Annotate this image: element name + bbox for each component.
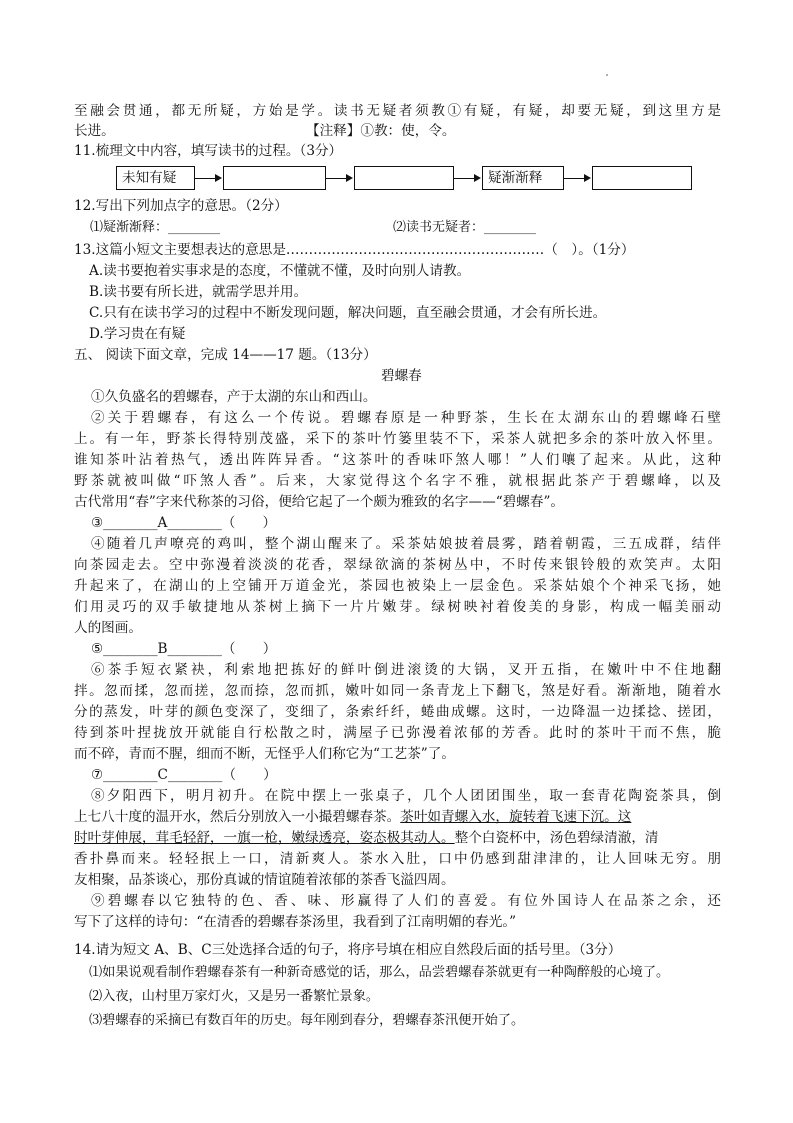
underlined-sentence: 茶叶如青螺入水，旋转着飞速下沉。这	[400, 809, 632, 825]
underlined-sentence: 时叶芽伸展，茸毛轻舒，一旗一枪，嫩绿透亮，姿态极其动人。	[74, 830, 455, 846]
paragraph-6-line: 拌。忽而揉，忽而搓，忽而捺，忽而抓，嫩叶如同一条青龙上下翻飞，煞是好看。渐渐地，随着水	[74, 683, 721, 699]
question-11: 11.梳理文中内容，填写读书的过程。（3分）	[74, 143, 343, 159]
paragraph-2-line: 古代常用“春”字来代称茶的习俗，便给它起了一个颇为雅致的名字——“碧螺春”。	[74, 494, 564, 510]
question-13: 13.这篇小短文主要想表达的意思是…………………………………………………（ ）。（1分）	[74, 242, 635, 258]
q12-item-2: ⑵读书无疑者：________	[393, 220, 537, 235]
flow-answer-box-3[interactable]	[592, 166, 692, 190]
q13-option-a: A.读书要抱着实事求是的态度，不懂就不懂，及时向别人请教。	[89, 263, 471, 279]
q12-item-1: ⑴疑渐渐释：________	[90, 220, 221, 235]
paragraph-8-line: 香扑鼻而来。轻轻抿上一口，清新爽人。茶水入肚，口中仍感到甜津津的，让人回味无穷。朋	[74, 851, 721, 867]
paragraph-8-line	[74, 828, 659, 848]
paragraph-6-line: 而不碎，青而不腥，细而不断，无怪乎人们称它为“工艺茶”了。	[74, 746, 455, 762]
flow-answer-box-2[interactable]	[354, 166, 454, 190]
flow-box-middle-label: 疑渐渐释	[488, 170, 543, 186]
q14-option-3: ⑶碧螺春的采摘已有数百年的历史。每年刚到春分，碧螺春茶汛便开始了。	[89, 1013, 525, 1028]
annotation-note: 【注释】①教：使，令。	[306, 123, 456, 139]
blank-c[interactable]: ⑦________C________（ ）	[91, 767, 277, 783]
q13-option-d: D.学习贵在有疑	[89, 326, 186, 342]
q13-option-c: C.只有在读书学习的过程中不断发现问题，解决问题，直至融会贯通，才会有所长进。	[89, 305, 607, 321]
paragraph-4-line: 向茶园走去。空中弥漫着淡淡的花香，翠绿欲滴的茶树丛中，不时传来银铃般的欢笑声。太阳	[74, 557, 721, 573]
blank-b[interactable]: ⑤________B________（ ）	[91, 641, 277, 657]
paragraph-6-line: 分的蒸发，叶芽的颜色变深了，变细了，条索纤纤，蜷曲成螺。这时，一边降温一边揉捻、搓团，	[74, 704, 721, 720]
paragraph-2-line: 野茶就被叫做“吓煞人香”。后来，大家觉得这个名字不雅，就根据此茶产于碧螺峰，以及	[74, 473, 721, 489]
question-12: 12.写出下列加点字的意思。（2分）	[74, 198, 288, 214]
scan-speck	[606, 74, 608, 76]
flow-arrow-icon	[454, 178, 479, 179]
paragraph-2-line: ②关于碧螺春，有这么一个传说。碧螺春原是一种野茶，生长在太湖东山的碧螺峰石壁	[91, 410, 721, 426]
flow-answer-box-1[interactable]	[223, 166, 326, 190]
flow-box-middle	[482, 166, 564, 190]
paragraph-6-line: ⑥茶手短衣紧袂，利索地把拣好的鲜叶倒进滚烫的大锅，叉开五指，在嫩叶中不住地翻	[91, 662, 721, 678]
paragraph-4-line: 升起来了，在湖山的上空铺开万道金光，茶园也被染上一层金色。采茶姑娘个个神采飞扬，她	[74, 578, 721, 594]
paragraph-8-text: 整个白瓷杯中，汤色碧绿清澈，清	[454, 830, 659, 846]
paragraph-4-line: ④随着几声嘹亮的鸡叫，整个湖山醒来了。采茶姑娘披着晨雾，踏着朝霞，三五成群，结伴	[91, 536, 721, 552]
paragraph-9-line: 写下了这样的诗句：“在清香的碧螺春茶汤里，我看到了江南明媚的春光。”	[74, 914, 517, 930]
paragraph-8-line: ⑧夕阳西下，明月初升。在院中摆上一张桌子，几个人团团围坐，取一套青花陶瓷茶具，倒	[91, 788, 721, 804]
paragraph-8-text: 上七八十度的温开水，然后分别放入一小撮碧螺春茶。	[74, 809, 401, 825]
article-title: 碧螺春	[381, 368, 422, 384]
paragraph-9-line: ⑨碧螺春以它独特的色、香、味、形赢得了人们的喜爱。有位外国诗人在品茶之余，还	[91, 893, 721, 909]
text-line: 至融会贯通，都无所疑，方始是学。读书无疑者须教①有疑，有疑，却要无疑，到这里方是	[74, 103, 721, 119]
q13-option-b: B.读书要有所长进，就需学思并用。	[89, 284, 308, 300]
section-five-heading: 五、 阅读下面文章，完成 14——17 题。（13分）	[74, 347, 377, 363]
paragraph-4-line: 们用灵巧的双手敏捷地从茶树上摘下一片片嫩芽。绿树映衬着俊美的身影，构成一幅美丽动	[74, 599, 721, 615]
flow-box-start	[116, 166, 195, 190]
paragraph-1: ①久负盛名的碧螺春，产于太湖的东山和西山。	[91, 389, 377, 405]
paragraph-2-line: 上。有一年，野茶长得特别茂盛，采下的茶叶竹篓里装不下，采茶人就把多余的茶叶放入怀里。	[74, 431, 721, 447]
flow-arrow-icon	[195, 178, 220, 179]
q14-option-1: ⑴如果说观看制作碧螺春茶有一种新奇感觉的话，那么，品尝碧螺春茶就更有一种陶醉般的心境了。	[89, 965, 670, 980]
paragraph-8-line: 友相聚，品茶谈心，那份真诚的情谊随着浓郁的茶香飞溢四周。	[74, 872, 455, 888]
flow-box-start-label: 未知有疑	[122, 170, 177, 186]
paragraph-8-line	[74, 807, 631, 827]
paragraph-4-line: 人的图画。	[74, 620, 142, 636]
blank-a[interactable]: ③________A________（ ）	[91, 515, 277, 531]
paragraph-2-line: 谁知茶叶沾着热气，透出阵阵异香。“这茶叶的香味吓煞人哪！”人们嚷了起来。从此，这种	[74, 452, 721, 468]
paragraph-6-line: 待到茶叶捏拢放开就能自行松散之时，满屋子已弥漫着浓郁的芳香。此时的茶叶干而不焦，脆	[74, 725, 721, 741]
flow-arrow-icon	[326, 178, 351, 179]
flow-arrow-icon	[564, 178, 589, 179]
text-line: 长进。	[74, 123, 115, 139]
q14-option-2: ⑵入夜，山村里万家灯火，又是另一番繁忙景象。	[89, 989, 380, 1004]
question-14: 14.请为短文 A、B、C三处选择合适的句子，将序号填在相应自然段后面的括号里。（3分）	[74, 942, 622, 958]
